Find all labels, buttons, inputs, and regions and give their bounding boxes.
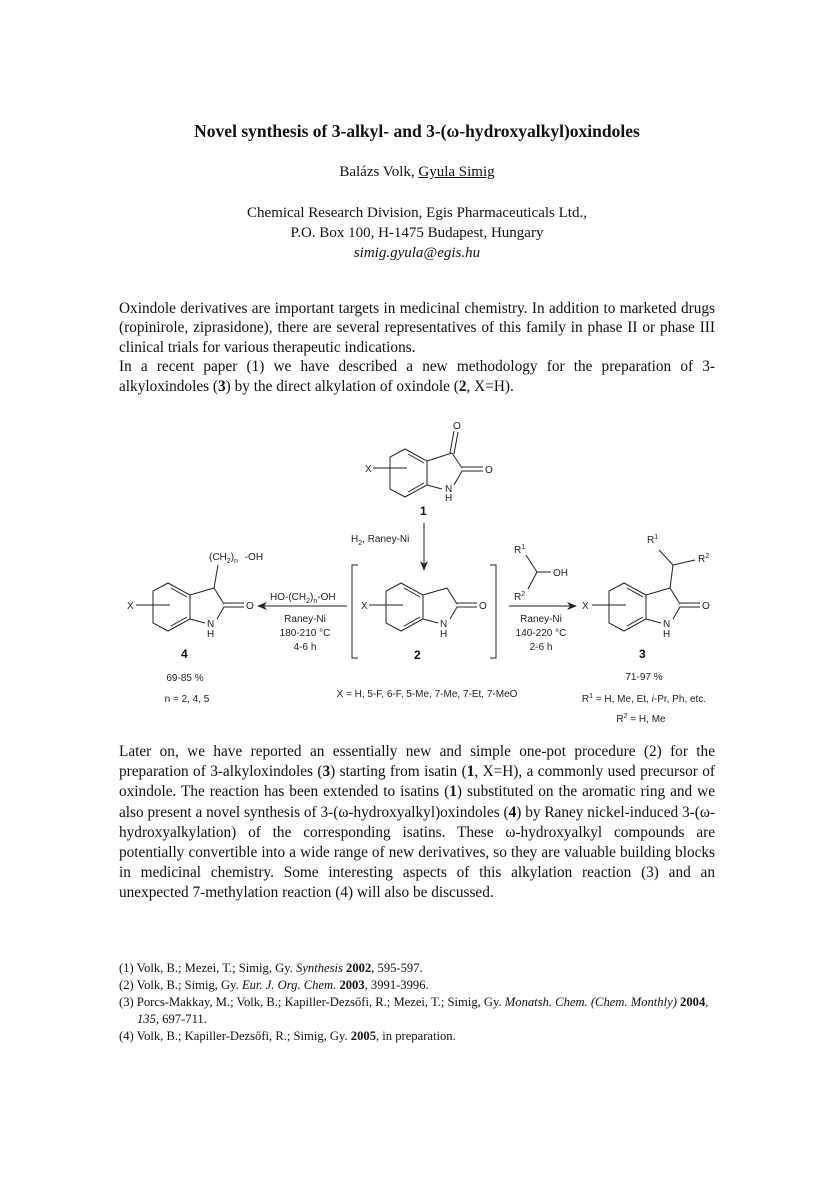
text-run: H: [351, 534, 359, 545]
superscript: 2: [705, 553, 710, 560]
atom-o: O: [453, 421, 461, 432]
atom-n: N: [445, 484, 453, 495]
catalyst-right: Raney-Ni: [520, 614, 562, 625]
r2-definition: [616, 713, 666, 725]
benzene-ring: [386, 583, 423, 631]
compound-ref: 1: [466, 763, 475, 781]
compound-ref: 2: [458, 377, 467, 395]
text-run: i: [651, 694, 654, 705]
compound-ref: 4: [508, 803, 517, 821]
benzene-ring: [609, 583, 646, 631]
ref-authors: (2) Volk, B.; Simig, Gy.: [119, 978, 242, 992]
bond: [190, 619, 205, 623]
bond: [452, 453, 462, 468]
atom-h: H: [207, 629, 215, 640]
subscript: 2: [306, 598, 311, 605]
text-run: R: [647, 535, 655, 546]
references: [119, 960, 719, 1045]
ref-journal: Synthesis: [296, 961, 343, 975]
intro-text-1: Oxindole derivatives are important targets in medicinal chemistry. In addition to marketed drugs (ropinirole, ziprasidone), there are several representatives of this family in phase II or phase III clinical trials for various therapeutic indications.: [119, 300, 715, 356]
ref-pages: , in preparation.: [375, 1029, 456, 1043]
reagent-diol: [270, 592, 336, 605]
time-right: 2-6 h: [529, 642, 553, 653]
ref-authors: (1) Volk, B.; Mezei, T.; Simig, Gy.: [119, 961, 297, 975]
atom-n: N: [663, 619, 671, 630]
atom-x: X: [365, 464, 372, 475]
compound-3-structure: [582, 534, 710, 683]
bond: [670, 565, 673, 588]
bond: [646, 619, 661, 623]
yield-4: 69-85 %: [166, 673, 204, 684]
atom-o: O: [246, 601, 254, 612]
x-substituents: X = H, 5-F, 6-F, 5-Me, 7-Me, 7-Et, 7-MeO: [336, 689, 518, 700]
hydroxyl-label: OH: [553, 568, 568, 579]
paper-title: Novel synthesis of 3-alkyl- and 3-(ω-hydroxyalkyl)oxindoles: [194, 121, 640, 141]
ref-authors: (4) Volk, B.; Kapiller-Dezsőfi, R.; Simig, Gy.: [119, 1029, 351, 1043]
compound-number-1: 1: [420, 504, 427, 518]
bond: [528, 572, 537, 589]
ref-pages: , 595-597.: [371, 961, 423, 975]
benzene-ring: [390, 449, 427, 497]
text-run: -Pr, Ph, etc.: [653, 694, 707, 705]
text-run: ): [310, 592, 314, 603]
text-run: HO-(CH: [270, 592, 307, 603]
carbonyl-bond: [450, 431, 454, 453]
reference-item: [119, 977, 719, 994]
side-chain-bond: [214, 565, 218, 588]
text-run: R: [616, 714, 624, 725]
reference-item: [119, 994, 719, 1028]
text-run: , X=H), a commonly used precursor of oxindole. The reaction has been extended to isatins (: [119, 763, 715, 801]
r2-label: [698, 553, 709, 565]
bond: [659, 550, 673, 565]
author-simig-presenter: Gyula Simig: [418, 164, 495, 180]
reference-item: [119, 960, 719, 977]
temperature-left: 180-210 °C: [279, 628, 331, 639]
text-run: ) starting from isatin (: [330, 763, 467, 781]
affiliation-line-1: Chemical Research Division, Egis Pharmaceuticals Ltd.,: [247, 205, 587, 221]
atom-o: O: [485, 465, 493, 476]
bond: [217, 607, 224, 619]
author-volk: Balázs Volk,: [339, 164, 419, 180]
bond: [670, 588, 680, 604]
ref-pages: , 3991-3996.: [364, 978, 429, 992]
text-run: R: [514, 592, 522, 603]
n-values: n = 2, 4, 5: [164, 694, 210, 705]
benzene-ring: [153, 583, 190, 631]
subscript: 2: [358, 540, 363, 547]
compound-1-structure: [365, 421, 493, 518]
atom-o: O: [702, 601, 710, 612]
time-left: 4-6 h: [293, 642, 317, 653]
superscript: 1: [654, 534, 659, 541]
text-run: R: [698, 554, 706, 565]
results-paragraph: [119, 742, 715, 904]
affiliation-line-2: P.O. Box 100, H-1475 Budapest, Hungary: [290, 225, 544, 241]
carbonyl-bond: [454, 432, 458, 454]
bond: [673, 560, 695, 565]
atom-n: N: [440, 619, 448, 630]
left-bracket: [352, 565, 358, 658]
ref-year: 2004: [680, 995, 706, 1009]
compound-2-structure: [361, 583, 487, 662]
atom-x: X: [582, 601, 589, 612]
r1-definition: [582, 693, 706, 705]
text-run: , Raney-Ni: [362, 534, 410, 545]
bond: [646, 588, 670, 595]
atom-x: X: [361, 601, 368, 612]
alcohol-reagent: [514, 544, 568, 603]
text-run: -OH: [317, 592, 336, 603]
subscript: n: [234, 558, 238, 565]
atom-x: X: [127, 601, 134, 612]
text-run: ): [230, 552, 235, 563]
affiliation: [0, 203, 834, 263]
text-run: = H, Me, Et,: [593, 694, 652, 705]
bond: [423, 619, 438, 623]
text-run: ) by Raney nickel-induced 3-(ω-hydroxyalkylation) of the corresponding isatins. These ω-hydroxyalkyl compounds are potentially convertible into a wide range of new derivatives, so they are valuable building blocks in medicinal chemistry. Some interesting aspects of this alkylation reaction (3) and an unexpected 7-methylation reaction (4) will also be discussed.: [119, 803, 715, 902]
right-bracket: [490, 565, 496, 658]
authors: [0, 164, 834, 181]
compound-ref: 3: [218, 377, 226, 395]
email: simig.gyula@egis.hu: [353, 245, 481, 261]
bond: [427, 453, 452, 461]
superscript: 1: [589, 693, 594, 700]
superscript: 1: [521, 544, 526, 551]
reaction-scheme: [0, 405, 834, 735]
temperature-right: 140-220 °C: [515, 628, 567, 639]
reference-item: [119, 1028, 719, 1045]
ref-year: 2002: [346, 961, 372, 975]
text-run: R: [581, 694, 590, 705]
compound-ref: 1: [449, 783, 457, 801]
text-run: -OH: [241, 552, 264, 563]
text-run: ) substituted on the aromatic ring and we also present a novel synthesis of 3-(ω-hydroxyalkyl)oxindoles (: [119, 783, 715, 821]
bond: [423, 588, 447, 595]
side-chain-label: [209, 552, 263, 565]
bond: [190, 588, 214, 595]
ref-year: 2005: [350, 1029, 376, 1043]
atom-h: H: [440, 629, 448, 640]
r2-label: [514, 591, 525, 603]
text-run: = H, Me: [627, 714, 666, 725]
bond: [447, 588, 457, 604]
r1-label: [647, 534, 658, 546]
bond: [214, 588, 224, 604]
bond: [427, 485, 442, 489]
subscript: 2: [226, 558, 231, 565]
ref-year: 2003: [339, 978, 365, 992]
ref-journal: Monatsh. Chem. (Chem. Monthly): [504, 995, 677, 1009]
ref-authors: (3) Porcs-Makkay, M.; Volk, B.; Kapiller-Dezsőfi, R.; Mezei, T.; Simig, Gy.: [119, 995, 505, 1009]
yield-3: 71-97 %: [625, 672, 663, 683]
ref-pages: , 697-711.: [155, 1012, 207, 1026]
text-run: , X=H).: [466, 377, 514, 395]
compound-number-4: 4: [181, 647, 188, 661]
bond: [526, 555, 537, 572]
ref-journal: Eur. J. Org. Chem.: [241, 978, 337, 992]
bond: [454, 471, 462, 485]
text-run: ) by the direct alkylation of oxindole (: [225, 377, 459, 395]
text-run: (CH: [209, 552, 227, 563]
bond: [673, 607, 680, 619]
bond: [450, 607, 457, 619]
results-text: [119, 742, 715, 904]
text-run: In a recent paper (1) we have described a new methodology for the preparation of 3-alkyloxindoles (: [119, 358, 715, 395]
r1-label: [514, 544, 525, 556]
intro-paragraph: [119, 299, 715, 396]
atom-n: N: [207, 619, 215, 630]
intro-text-2: [119, 357, 715, 396]
ref-volume: , 135: [137, 995, 709, 1026]
atom-h: H: [445, 493, 453, 504]
reagent-h2-raney: [351, 534, 409, 547]
compound-ref: 3: [322, 763, 331, 781]
atom-o: O: [479, 601, 487, 612]
subscript: n: [313, 598, 318, 605]
catalyst-left: Raney-Ni: [284, 614, 326, 625]
atom-h: H: [663, 629, 671, 640]
text-run: Later on, we have reported an essentially new and simple one-pot procedure (2) for the preparation of 3-alkyloxindoles (: [119, 743, 715, 781]
compound-number-2: 2: [414, 648, 421, 662]
compound-number-3: 3: [639, 647, 646, 661]
text-run: R: [514, 545, 522, 556]
superscript: 2: [623, 713, 628, 720]
superscript: 2: [521, 591, 526, 598]
compound-4-structure: [127, 552, 263, 705]
